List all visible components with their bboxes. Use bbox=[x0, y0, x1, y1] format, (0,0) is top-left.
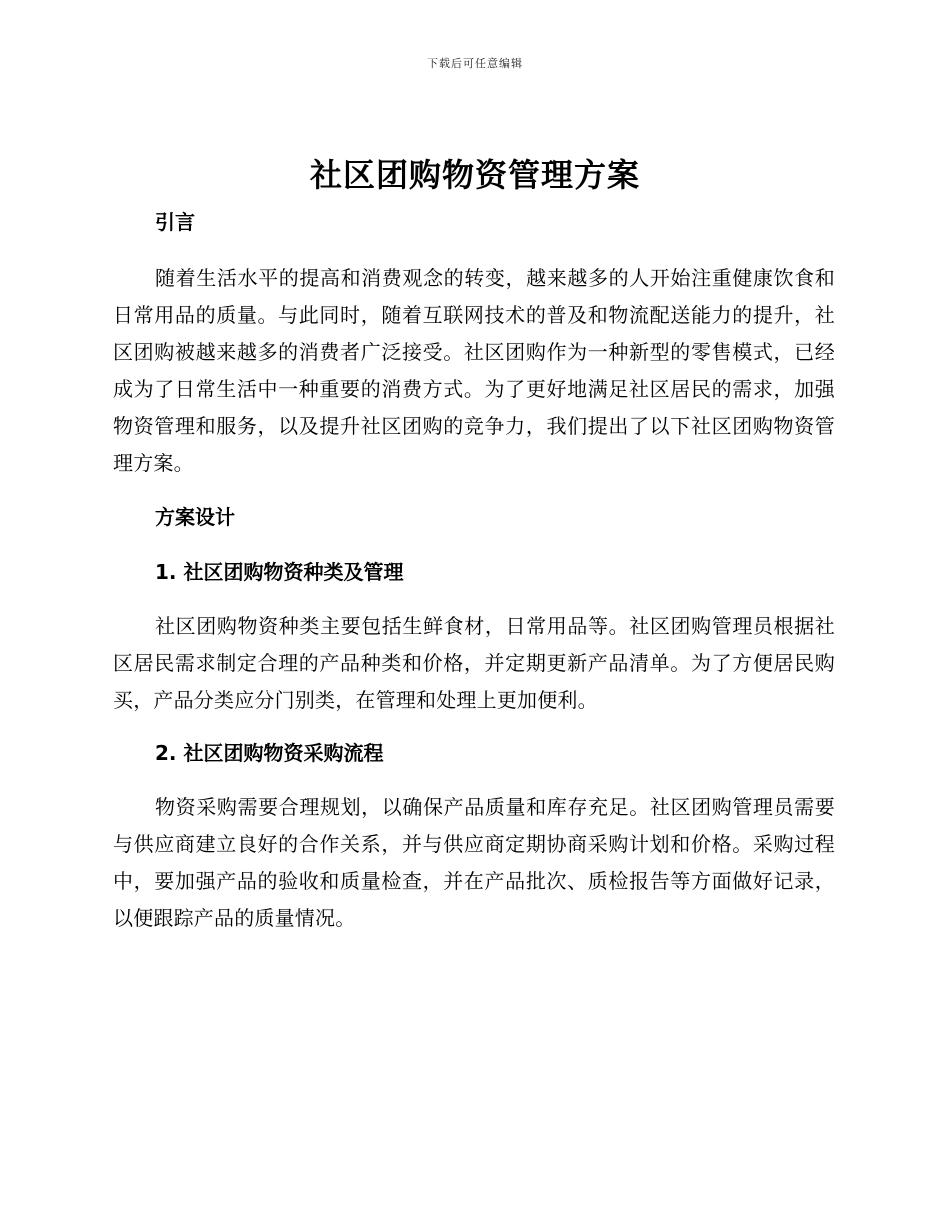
intro-paragraph: 随着生活水平的提高和消费观念的转变，越来越多的人开始注重健康饮食和日常用品的质量。与此同时，随着互联网技术的普及和物流配送能力的提升，社区团购被越来越多的消费者广泛接受。社区团购作为一种新型的零售模式，已经成为了日常生活中一种重要的消费方式。为了更好地满足社区居民的需求，加强物资管理和服务，以及提升社区团购的竞争力，我们提出了以下社区团购物资管理方案。 bbox=[113, 266, 835, 475]
section-1-paragraph: 社区团购物资种类主要包括生鲜食材，日常用品等。社区团购管理员根据社区居民需求制定合理的产品种类和价格，并定期更新产品清单。为了方便居民购买，产品分类应分门别类，在管理和处理上更加便利。 bbox=[113, 614, 835, 712]
document-title: 社区团购物资管理方案 bbox=[309, 156, 640, 194]
section-1-heading: 1. 社区团购物资种类及管理 bbox=[155, 560, 404, 584]
design-heading: 方案设计 bbox=[155, 505, 235, 529]
document-body bbox=[113, 200, 835, 937]
section-2-paragraph: 物资采购需要合理规划，以确保产品质量和库存充足。社区团购管理员需要与供应商建立良好的合作关系，并与供应商定期协商采购计划和价格。采购过程中，要加强产品的验收和质量检查，并在产品批次、质检报告等方面做好记录，以便跟踪产品的质量情况。 bbox=[113, 795, 835, 930]
section-2-heading: 2. 社区团购物资采购流程 bbox=[155, 741, 384, 765]
header-note: 下载后可任意编辑 bbox=[427, 57, 523, 70]
intro-heading: 引言 bbox=[155, 210, 195, 234]
